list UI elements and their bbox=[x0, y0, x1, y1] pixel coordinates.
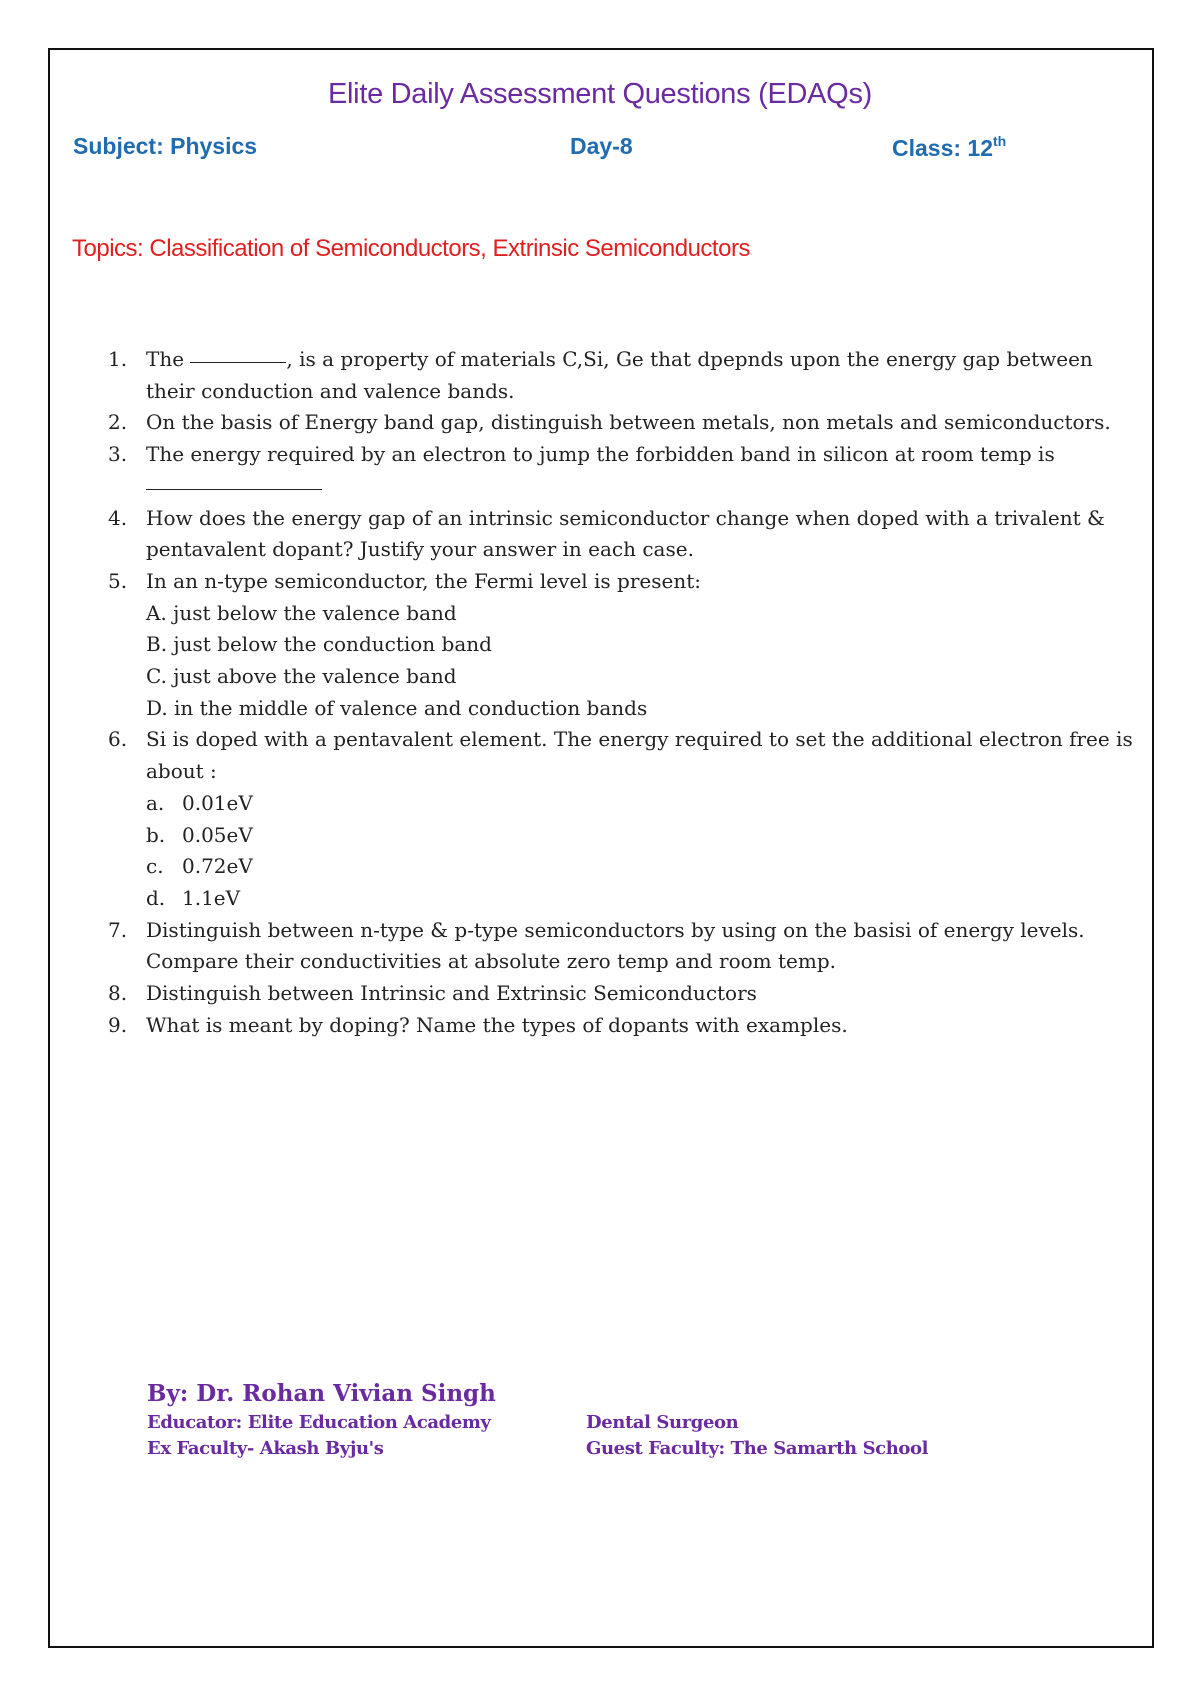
day-label: Day-8 bbox=[570, 133, 633, 159]
option-value: 0.01eV bbox=[182, 790, 253, 815]
option-c: C. just above the valence band bbox=[146, 664, 457, 689]
answer-blank bbox=[146, 488, 322, 490]
document-title: Elite Daily Assessment Questions (EDAQs) bbox=[327, 78, 872, 110]
question-1 bbox=[108, 344, 1138, 407]
option-letter: d. bbox=[146, 885, 166, 910]
question-number: 3. bbox=[108, 442, 128, 467]
question-text: Si is doped with a pentavalent element. The energy required to set the additional electron free is about : bbox=[146, 727, 1133, 784]
class-label bbox=[892, 133, 1006, 162]
question-list bbox=[108, 344, 1138, 1041]
option-b: B. just below the conduction band bbox=[146, 632, 492, 657]
author-educator: Educator: Elite Education Academy bbox=[147, 1412, 491, 1433]
question-number: 7. bbox=[108, 917, 128, 942]
option-letter: a. bbox=[146, 790, 165, 815]
option-a: A. just below the valence band bbox=[146, 600, 457, 625]
option-letter: c. bbox=[146, 854, 164, 879]
question-number: 8. bbox=[108, 981, 128, 1006]
class-superscript: th bbox=[993, 133, 1007, 149]
author-ex-faculty: Ex Faculty- Akash Byju's bbox=[147, 1438, 384, 1459]
option-letter: b. bbox=[146, 822, 166, 847]
option-value: 0.05eV bbox=[182, 822, 253, 847]
option-value: 0.72eV bbox=[182, 854, 253, 879]
question-text: What is meant by doping? Name the types of dopants with examples. bbox=[146, 1012, 848, 1037]
question-text: Distinguish between Intrinsic and Extrinsic Semiconductors bbox=[146, 981, 757, 1006]
answer-blank bbox=[190, 361, 286, 363]
question-number: 1. bbox=[108, 347, 128, 371]
question-9 bbox=[108, 1010, 1138, 1042]
author-name: By: Dr. Rohan Vivian Singh bbox=[147, 1380, 496, 1407]
question-text: How does the energy gap of an intrinsic semiconductor change when doped with a trivalent & pentavalent dopant? Justify your answer in each case. bbox=[146, 505, 1105, 562]
subject-label: Subject: Physics bbox=[73, 133, 258, 159]
question-7 bbox=[108, 915, 1138, 978]
author-profession: Dental Surgeon bbox=[586, 1412, 739, 1433]
question-number: 2. bbox=[108, 410, 128, 435]
question-number: 6. bbox=[108, 727, 128, 752]
class-text: Class: 12 bbox=[892, 135, 994, 161]
option-a bbox=[146, 788, 1138, 820]
question-3 bbox=[108, 439, 1138, 502]
question-text: The energy required by an electron to jump the forbidden band in silicon at room temp is bbox=[146, 442, 1055, 467]
question-text: The bbox=[146, 347, 191, 371]
question-text: Distinguish between n-type & p-type semiconductors by using on the basisi of energy levels. Compare their conductivities at absolute zero temp and room temp. bbox=[146, 917, 1085, 974]
option-b bbox=[146, 820, 1138, 852]
question-text: In an n-type semiconductor, the Fermi level is present: bbox=[146, 568, 701, 593]
question-text: , is a property of materials C,Si, Ge that dpepnds upon the energy gap between their conduction and valence bands. bbox=[146, 347, 1093, 403]
option-d bbox=[146, 883, 1138, 915]
option-c bbox=[146, 851, 1138, 883]
question-number: 9. bbox=[108, 1012, 128, 1037]
question-6 bbox=[108, 724, 1138, 914]
question-8 bbox=[108, 978, 1138, 1010]
question-2 bbox=[108, 407, 1138, 439]
topics-heading: Topics: Classification of Semiconductors, Extrinsic Semiconductors bbox=[72, 235, 750, 262]
question-text: On the basis of Energy band gap, distinguish between metals, non metals and semiconductors. bbox=[146, 410, 1111, 435]
author-guest-faculty: Guest Faculty: The Samarth School bbox=[586, 1438, 929, 1459]
question-4 bbox=[108, 503, 1138, 566]
question-number: 4. bbox=[108, 505, 128, 530]
question-5 bbox=[108, 566, 1138, 725]
option-d: D. in the middle of valence and conduction bands bbox=[146, 695, 648, 720]
option-value: 1.1eV bbox=[182, 885, 241, 910]
question-number: 5. bbox=[108, 568, 128, 593]
